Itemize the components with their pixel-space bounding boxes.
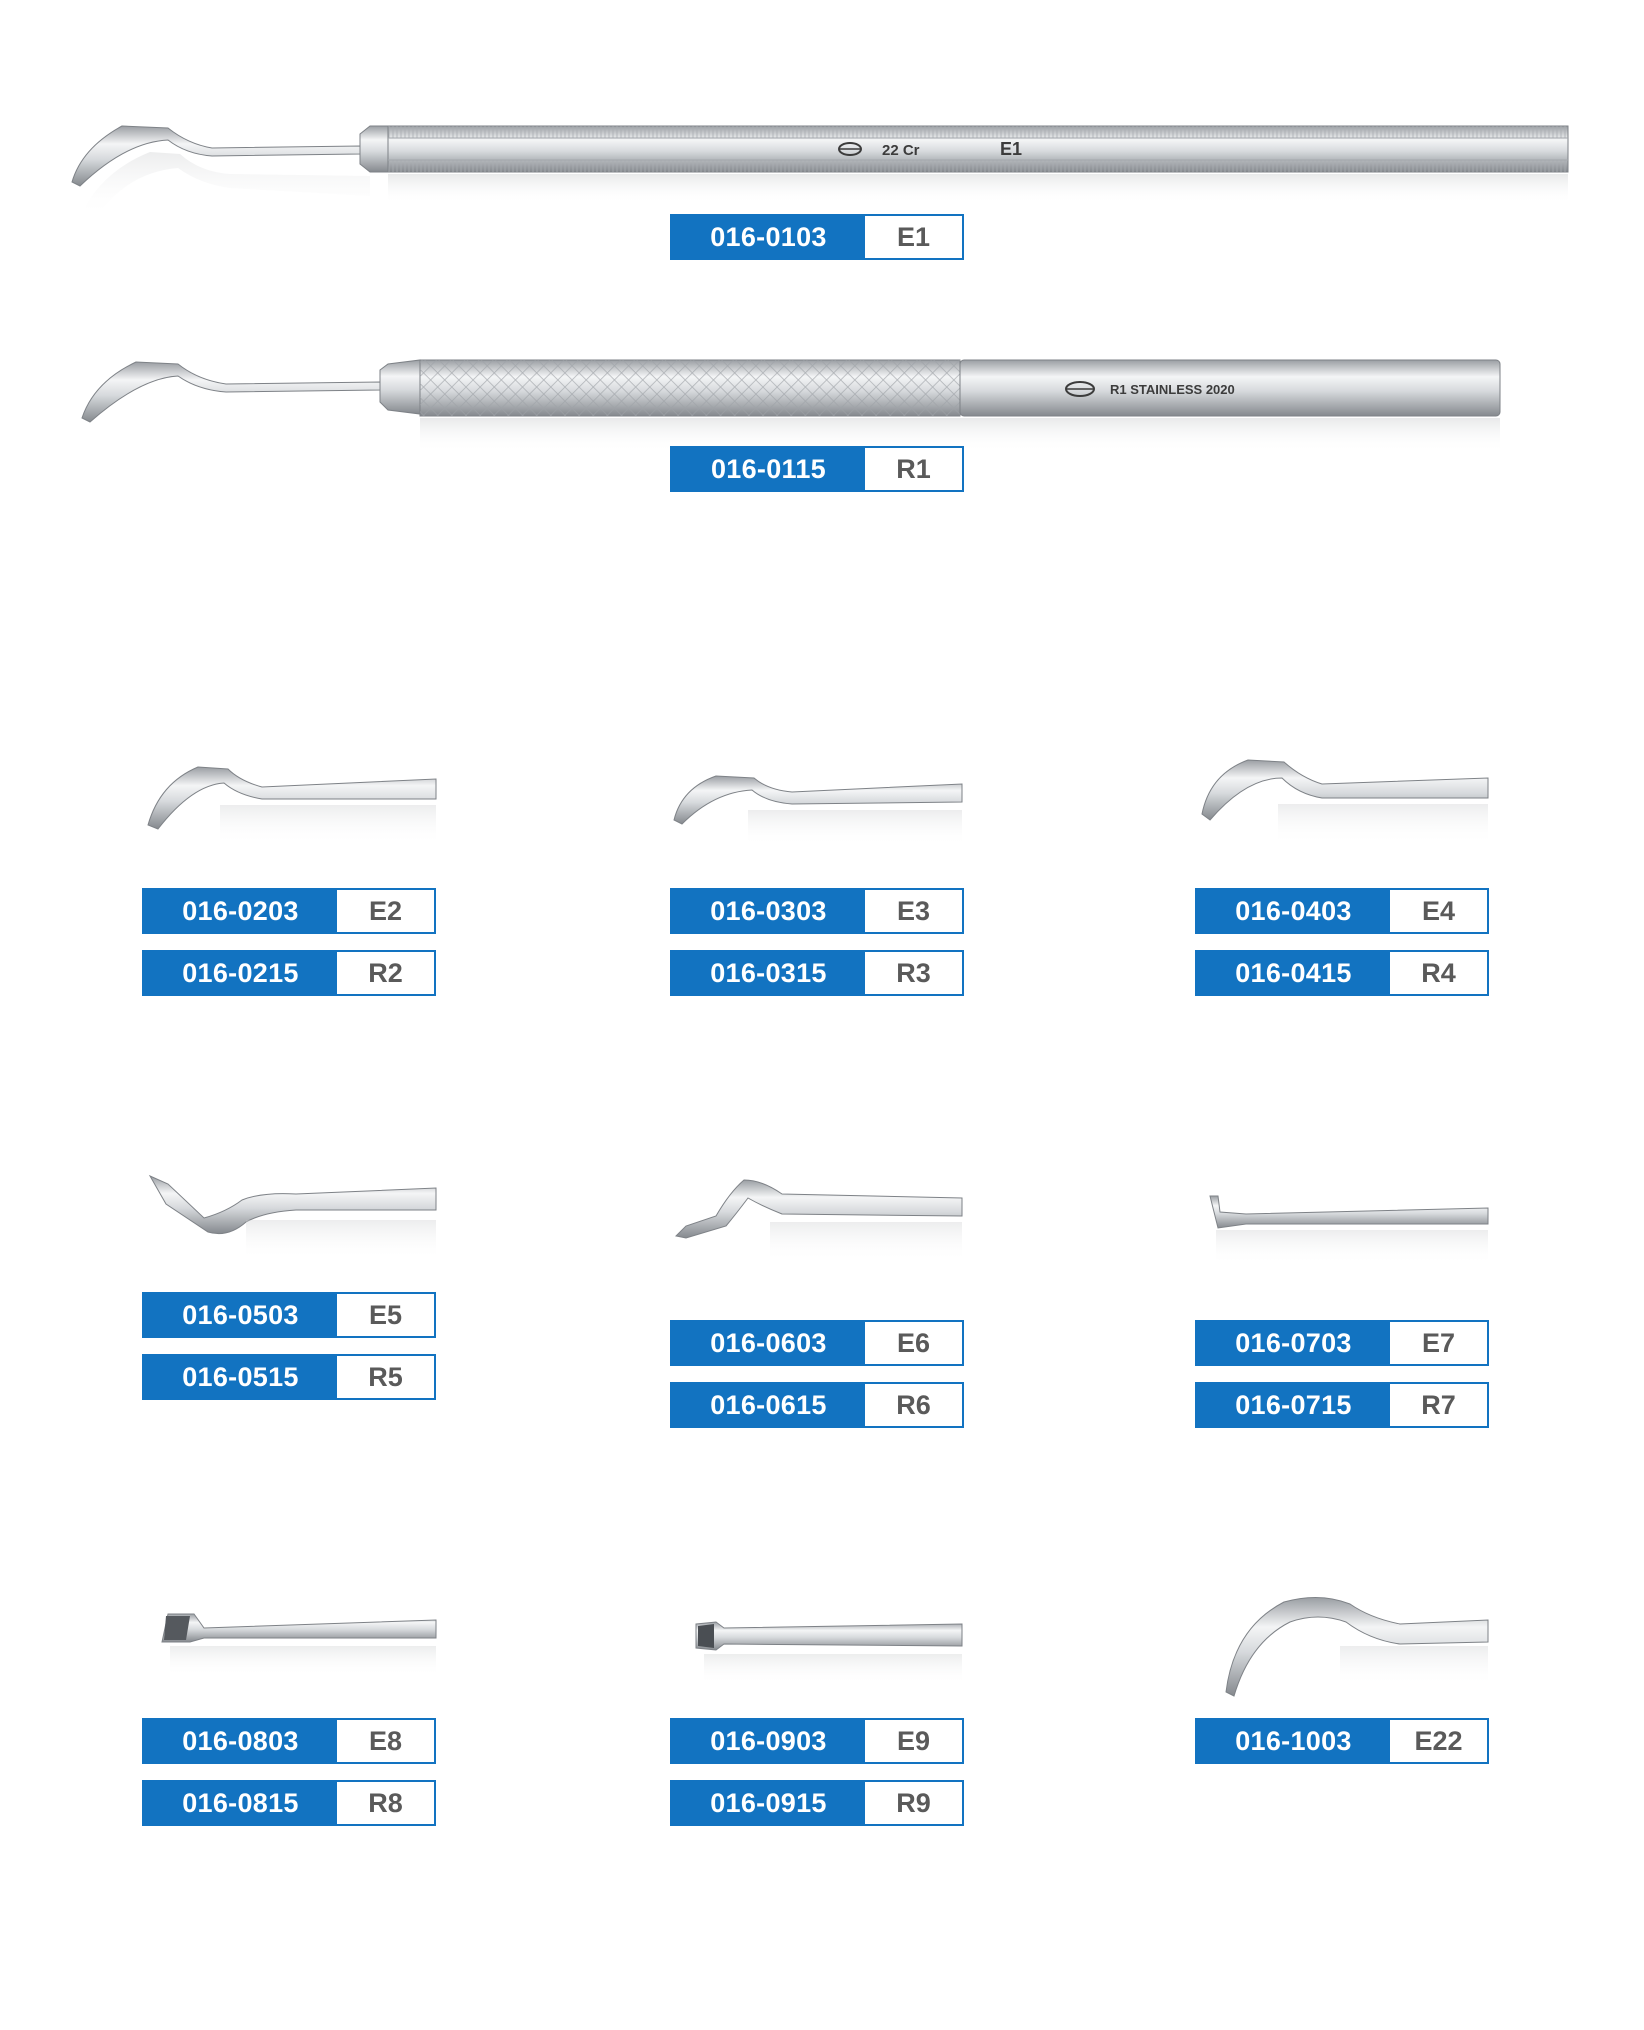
- article-number: 016-0703: [1197, 1322, 1390, 1364]
- size-label: E22: [1414, 1725, 1463, 1756]
- scaler-tip-chisel-icon: [160, 1606, 440, 1686]
- product-tag: [142, 950, 436, 996]
- size-label: R2: [368, 957, 403, 988]
- product-tag: [142, 1292, 436, 1338]
- size-label: R8: [368, 1787, 403, 1818]
- scaler-tip-22-image: [1220, 1588, 1492, 1708]
- scaler-tip-chisel-icon: [694, 1616, 966, 1696]
- size-label: E6: [896, 1327, 931, 1358]
- size-label: R1: [896, 453, 931, 484]
- scaler-tip-sickle-icon: [140, 755, 440, 865]
- product-tag: [670, 446, 964, 492]
- size-label: E4: [1421, 895, 1456, 926]
- scaler-tip-6-image: [670, 1170, 966, 1280]
- size-label: E8: [368, 1725, 403, 1756]
- product-tag: [1195, 888, 1489, 934]
- svg-text:E1: E1: [1000, 139, 1023, 159]
- size-label: E5: [368, 1299, 403, 1330]
- product-tag: [670, 214, 964, 260]
- product-tag: [670, 1780, 964, 1826]
- product-tag: [142, 1354, 436, 1400]
- svg-text:R1 STAINLESS 2020: R1 STAINLESS 2020: [1110, 382, 1235, 397]
- scaler-tip-3-image: [668, 762, 966, 862]
- product-tag: [670, 888, 964, 934]
- product-tag: [670, 950, 964, 996]
- scaler-tip-large-sickle-icon: [1220, 1588, 1492, 1708]
- scaler-tip-2-image: [140, 755, 440, 865]
- size-label: E7: [1421, 1327, 1456, 1358]
- product-tag: [142, 888, 436, 934]
- scaler-tip-sickle-icon: [1198, 752, 1492, 862]
- product-tag: [670, 1320, 964, 1366]
- size-label: R9: [896, 1787, 931, 1818]
- article-number: 016-0503: [144, 1294, 337, 1336]
- article-number: 016-0203: [144, 890, 337, 932]
- scaler-e1-image: [60, 110, 1520, 230]
- product-tag: [670, 1382, 964, 1428]
- article-number: 016-0303: [672, 890, 865, 932]
- article-number: 016-0803: [144, 1720, 337, 1762]
- product-tag: [142, 1718, 436, 1764]
- article-number: 016-0103: [672, 216, 865, 258]
- article-number: 016-0315: [672, 952, 865, 994]
- scaler-tip-9-image: [694, 1616, 966, 1696]
- size-label: R7: [1421, 1389, 1456, 1420]
- article-number: 016-0115: [672, 448, 865, 490]
- size-label: R4: [1421, 957, 1456, 988]
- scaler-tip-angled-icon: [146, 1170, 440, 1280]
- size-label: E3: [896, 895, 931, 926]
- product-tag: [1195, 1718, 1489, 1764]
- scaler-tip-5-image: [146, 1170, 440, 1280]
- size-label: E9: [896, 1725, 931, 1756]
- article-number: 016-0415: [1197, 952, 1390, 994]
- scaler-tip-4-image: [1198, 752, 1492, 862]
- article-number: 016-0515: [144, 1356, 337, 1398]
- article-number: 016-0903: [672, 1720, 865, 1762]
- size-label: R3: [896, 957, 931, 988]
- article-number: 016-0715: [1197, 1384, 1390, 1426]
- size-label: E2: [368, 895, 403, 926]
- product-tag: [670, 1718, 964, 1764]
- scaler-hexagonal-handle-icon: [60, 110, 1520, 230]
- scaler-tip-8-image: [160, 1606, 440, 1686]
- size-label: E1: [896, 221, 931, 252]
- scaler-tip-sickle-icon: [668, 762, 966, 862]
- product-tag: [1195, 950, 1489, 996]
- size-label: R6: [896, 1389, 931, 1420]
- article-number: 016-0603: [672, 1322, 865, 1364]
- article-number: 016-0815: [144, 1782, 337, 1824]
- product-tag: [1195, 1320, 1489, 1366]
- scaler-tip-angled-icon: [670, 1170, 966, 1280]
- article-number: 016-0615: [672, 1384, 865, 1426]
- article-number: 016-0215: [144, 952, 337, 994]
- scaler-tip-7-image: [1206, 1190, 1492, 1280]
- size-label: R5: [368, 1361, 403, 1392]
- svg-text:22 Cr: 22 Cr: [882, 142, 920, 159]
- article-number: 016-0403: [1197, 890, 1390, 932]
- scaler-tip-straight-icon: [1206, 1190, 1492, 1280]
- product-tag: [142, 1780, 436, 1826]
- article-number: 016-0915: [672, 1782, 865, 1824]
- product-tag: [1195, 1382, 1489, 1428]
- article-number: 016-1003: [1197, 1720, 1390, 1762]
